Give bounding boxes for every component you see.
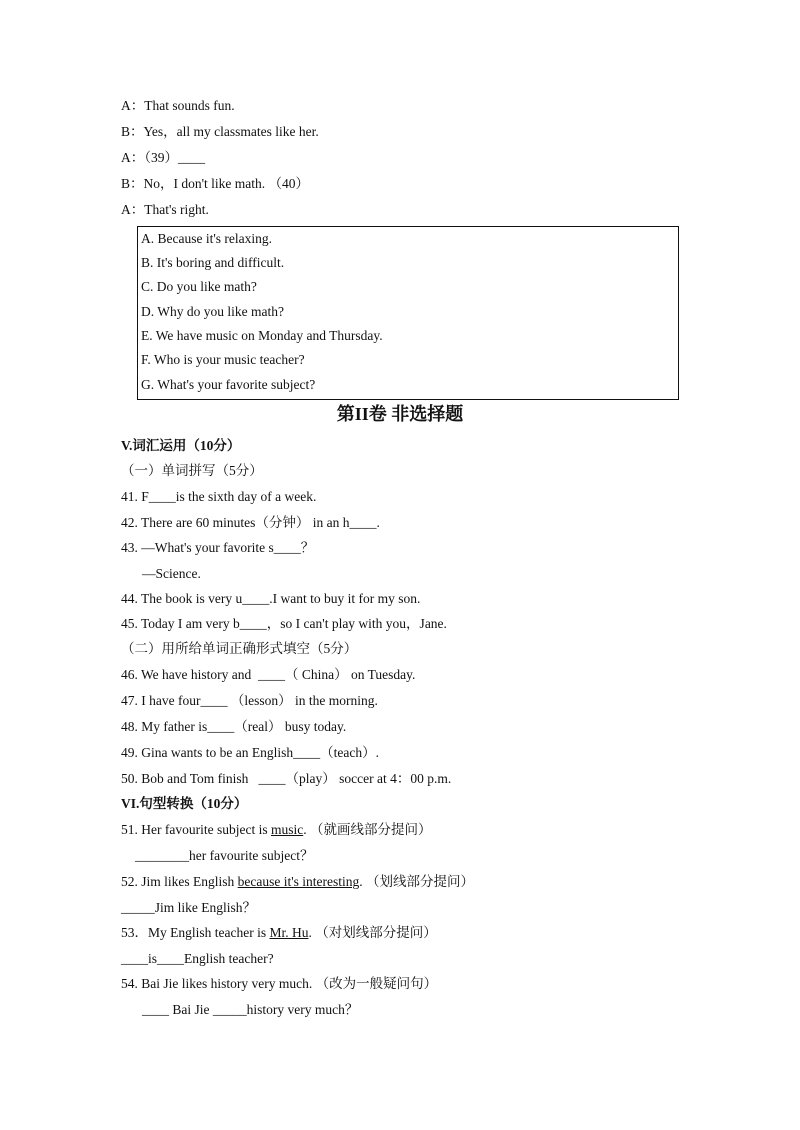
question-47: 47. I have four____ （lesson） in the morning.: [121, 693, 378, 708]
question-52-answer: _____Jim like English？: [121, 900, 256, 915]
option-b: B. It's boring and difficult.: [141, 255, 285, 270]
question-52: 52. Jim likes English because it's interesting. （划线部分提问）: [121, 874, 475, 889]
option-e: E. We have music on Monday and Thursday.: [141, 328, 383, 343]
question-52-underlined: because it's interesting: [237, 874, 360, 889]
option-f: F. Who is your music teacher?: [141, 352, 305, 367]
dialogue-line-3: A：（39）____: [121, 150, 205, 165]
section-5-sub2: （二）用所给单词正确形式填空（5分）: [121, 641, 358, 656]
option-g: G. What's your favorite subject?: [141, 377, 316, 392]
option-d: D. Why do you like math?: [141, 304, 284, 319]
option-c: C. Do you like math?: [141, 279, 257, 294]
question-51-underlined: music: [270, 822, 304, 837]
question-53-answer: ____is____English teacher?: [121, 951, 274, 966]
question-54-answer: ____ Bai Jie _____history very much？: [142, 1002, 359, 1017]
dialogue-line-2: B：Yes，all my classmates like her.: [121, 124, 319, 139]
question-43: 43. —What's your favorite s____？: [121, 540, 315, 555]
dialogue-line-1: A：That sounds fun.: [121, 98, 235, 113]
question-42: 42. There are 60 minutes（分钟） in an h____.: [121, 515, 380, 530]
question-51-answer: ________her favourite subject？: [135, 848, 314, 863]
question-44: 44. The book is very u____.I want to buy it for my son.: [121, 591, 421, 606]
part-title: 第II卷 非选择题: [336, 404, 464, 424]
question-43-answer: —Science.: [142, 566, 201, 581]
question-49: 49. Gina wants to be an English____（teach）.: [121, 745, 379, 760]
dialogue-line-4: B：No，I don't like math. （40）: [121, 176, 310, 191]
option-a: A. Because it's relaxing.: [141, 231, 273, 246]
question-45: 45. Today I am very b____，so I can't play with you，Jane.: [121, 616, 447, 631]
question-51: 51. Her favourite subject is music. （就画线部分提问）: [121, 822, 432, 837]
section-5-sub1: （一）单词拼写（5分）: [121, 463, 263, 478]
section-6-heading: VI.句型转换（10分）: [121, 796, 248, 811]
dialogue-line-5: A：That's right.: [121, 202, 209, 217]
question-53: 53．My English teacher is Mr. Hu. （对划线部分提问）: [121, 925, 437, 940]
question-46: 46. We have history and ____（ China） on Tuesday.: [121, 667, 416, 682]
question-50: 50. Bob and Tom finish ____（play） soccer at 4：00 p.m.: [121, 771, 452, 786]
question-48: 48. My father is____（real） busy today.: [121, 719, 347, 734]
options-box: [137, 226, 679, 400]
question-41: 41. F____is the sixth day of a week.: [121, 489, 317, 504]
section-5-heading: V.词汇运用（10分）: [121, 438, 241, 453]
question-54: 54. Bai Jie likes history very much. （改为一般疑问句）: [121, 976, 438, 991]
question-53-underlined: Mr. Hu: [269, 925, 309, 940]
